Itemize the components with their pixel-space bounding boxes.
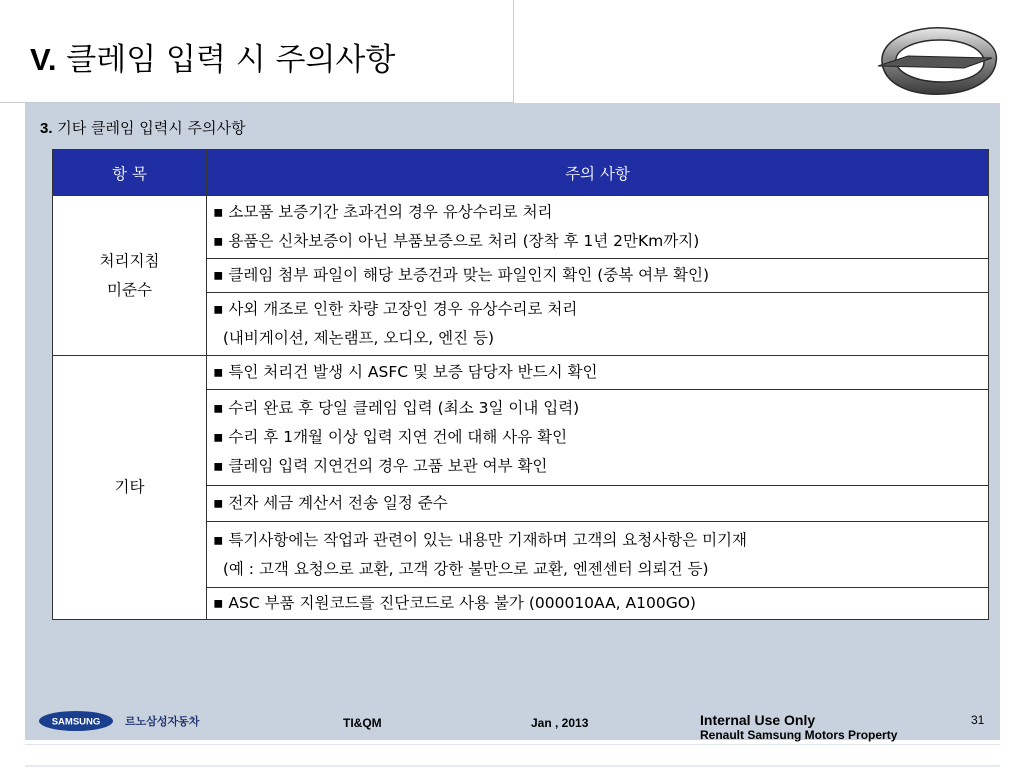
caution-cell [207, 356, 989, 390]
section-title [40, 117, 245, 138]
caution-line: ▪ 사외 개조로 인한 차량 고장인 경우 유상수리로 처리 [213, 300, 578, 318]
table-row [53, 356, 989, 390]
table-header-row [53, 150, 989, 196]
caution-cell [207, 196, 989, 259]
category-cell [53, 196, 207, 356]
page-title [30, 34, 395, 79]
title-number: V. [30, 42, 57, 77]
caution-cell [207, 259, 989, 293]
caution-cell [207, 390, 989, 486]
category-line: 처리지침 [99, 251, 160, 270]
caution-line: ▪ 수리 후 1개월 이상 입력 지연 건에 대해 사유 확인 [213, 428, 568, 446]
caution-line: ▪ ASC 부품 지원코드를 진단코드로 사용 불가 (000010AA, A100GO) [213, 594, 696, 612]
caution-line: ▪ 특기사항에는 작업과 관련이 있는 내용만 기재하며 고객의 요청사항은 미기재 [213, 530, 747, 549]
caution-line: ▪ 클레임 입력 지연건의 경우 고품 보관 여부 확인 [213, 457, 548, 475]
category-cell [53, 356, 207, 620]
renault-samsung-emblem-icon [872, 22, 1002, 98]
category-line: 미준수 [107, 280, 152, 299]
section-number: 3. [40, 120, 53, 137]
caution-cell [207, 486, 989, 522]
table-row [53, 196, 989, 259]
divider [25, 765, 1000, 767]
footer-dept: TI&QM [343, 716, 382, 730]
footer-internal: Internal Use Only [700, 712, 816, 728]
page-number: 31 [971, 713, 985, 727]
caution-table [52, 149, 989, 620]
brand-korean: 르노삼성자동차 [125, 715, 200, 728]
section-title-text: 기타 클레임 입력시 주의사항 [52, 119, 246, 137]
caution-cell [207, 588, 989, 620]
samsung-logo-icon [38, 710, 114, 732]
header-caution: 주의 사항 [207, 150, 989, 196]
title-text: 클레임 입력 시 주의사항 [56, 42, 396, 78]
caution-line: ▪ 클레임 첨부 파일이 해당 보증건과 맞는 파일인지 확인 (중복 여부 확인) [213, 266, 710, 284]
title-box [0, 0, 514, 103]
caution-line: ▪ 수리 완료 후 당일 클레임 입력 (최소 3일 이내 입력) [213, 399, 580, 417]
footer-property: Renault Samsung Motors Property [700, 728, 898, 742]
caution-line: (예 : 고객 요청으로 교환, 고객 강한 불만으로 교환, 엔젠센터 의뢰건 등) [213, 559, 709, 578]
header-item: 항 목 [53, 150, 207, 196]
caution-line: ▪ 용품은 신차보증이 아닌 부품보증으로 처리 (장착 후 1년 2만Km까지) [213, 232, 700, 250]
footer-date: Jan , 2013 [531, 716, 589, 730]
caution-line: ▪ 특인 처리건 발생 시 ASFC 및 보증 담당자 반드시 확인 [213, 363, 598, 381]
brand-en: SAMSUNG [51, 716, 101, 728]
caution-cell [207, 293, 989, 356]
caution-line: ▪ 전자 세금 계산서 전송 일정 준수 [213, 494, 448, 512]
category-line: 기타 [114, 478, 145, 496]
caution-line: (내비게이션, 제논램프, 오디오, 엔진 등) [213, 329, 495, 347]
divider [25, 744, 1000, 745]
caution-line: ▪ 소모품 보증기간 초과건의 경우 유상수리로 처리 [213, 203, 553, 221]
caution-cell [207, 522, 989, 588]
